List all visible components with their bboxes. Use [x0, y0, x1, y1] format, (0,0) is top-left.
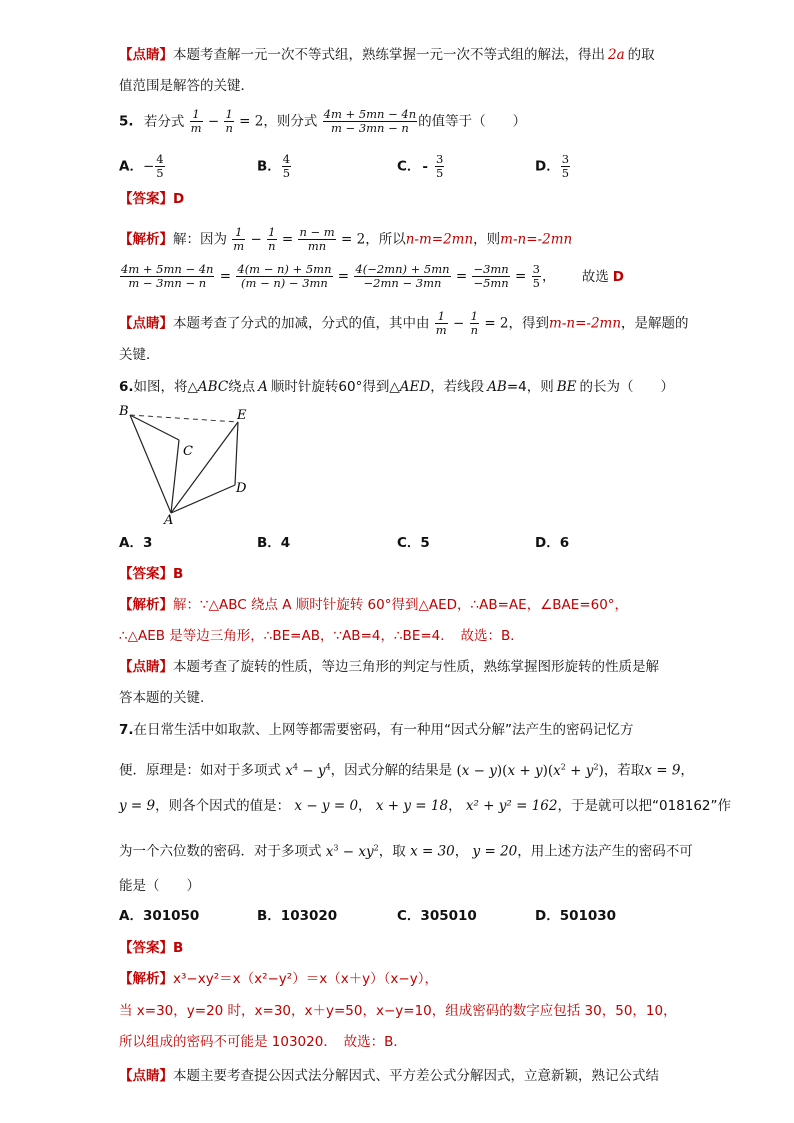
point-label-d: D	[236, 481, 247, 496]
q6-option-d[interactable]	[535, 534, 569, 552]
q7-y-value: y = 20	[472, 843, 518, 860]
option-sign: −	[142, 158, 155, 175]
q7-text: 便．原理是：如对于多项式	[119, 762, 281, 779]
q5-cond-eq: = 2	[239, 113, 264, 130]
option-letter: B．	[257, 908, 281, 924]
frac-den: n	[470, 323, 479, 337]
q5-analysis-line1: 【解析】解：因为 $\frac{1}{m}$ − $\frac{1}{n}$ = $\frac{n - m}{mn}$ = 2，所以n-m=2mn，则m-n=-2mn	[119, 225, 573, 253]
q6-analysis-line2	[119, 627, 524, 645]
q5-tip-line1: 【点睛】本题考查了分式的加减，分式的值，其中由 $\frac{1}{m}$ − $\frac{1}{n}$ = 2，得到m-n=-2mn，是解题的	[119, 309, 689, 337]
analysis-var2: m-n=-2mn	[500, 231, 573, 248]
frac-num: 4	[282, 152, 291, 166]
q6-option-a[interactable]	[119, 534, 152, 552]
analysis-frac-1m	[232, 226, 245, 253]
frac-num: 1	[232, 226, 245, 240]
tip-text2: ，得到	[508, 315, 550, 332]
q6-a: A	[258, 379, 268, 395]
q7-factor-result: $(x - y)(x + y)(x^2 + y^2)$	[456, 762, 604, 779]
option-letter: A．	[119, 158, 143, 175]
option-letter: B．	[257, 535, 281, 551]
frac-den: mn	[307, 239, 327, 253]
frac-num: 4	[156, 152, 164, 166]
tip-label: 【点睛】	[119, 315, 173, 332]
q6-stem-1: 如图，将△	[133, 379, 198, 395]
tip-var: m-n=-2mn	[549, 315, 622, 332]
analysis-then: ，则	[473, 231, 501, 248]
frac-den: 5	[436, 166, 444, 180]
q5-frac-1n	[224, 108, 233, 135]
q7-text: ，因式分解的结果是	[330, 762, 453, 779]
q6-ab: AB	[487, 379, 507, 395]
segment-ba	[130, 415, 171, 513]
q6-deg: 60°	[338, 379, 363, 395]
frac-den: m	[190, 121, 202, 135]
q6-option-c[interactable]	[397, 534, 430, 552]
frac-num: 4(−2mn) + 5mn	[355, 262, 450, 276]
frac-den: n	[225, 121, 233, 135]
option-sign: -	[422, 158, 429, 175]
q5-analysis-chain: $\frac{4m + 5mn - 4n}{m - 3mn - n}$ = $\frac{4(m - n) + 5mn}{(m - n) - 3mn}$ = $\frac{4(-2mn) + 5mn}{-2mn - 3mn}$ = $\frac{-3mn}{-5mn}$ = $\frac{3}{5}$ ， 故选 D	[121, 262, 624, 290]
q7-text: ，于是就可以把“018162”作	[557, 798, 732, 814]
analysis-text: 所以组成的密码不可能是 103020． 故选：B．	[119, 1034, 407, 1050]
q7-text: ，	[680, 762, 694, 779]
answer-label: 【答案】	[119, 566, 173, 582]
q7-text: 为一个六位数的密码．对于多项式	[119, 843, 322, 860]
q6-aed: AED	[399, 379, 431, 395]
frac-num: 1	[268, 225, 276, 239]
q6-abc: ABC	[197, 379, 229, 395]
frac-num: 3	[532, 262, 540, 276]
q4-tip-var: 2a	[608, 47, 625, 63]
analysis-frac-nm	[298, 226, 335, 253]
segment-ca	[171, 440, 179, 513]
point-label-b: B	[119, 404, 129, 419]
frac-den: m	[435, 323, 447, 337]
q6-stem-6: =4，则	[506, 379, 554, 395]
frac-den: n	[268, 239, 276, 253]
q7-text: 能是（ ）	[119, 878, 200, 894]
q7-text: ，若取	[603, 762, 645, 779]
q7-line2	[119, 758, 694, 780]
option-frac	[561, 153, 570, 180]
option-value: 3	[142, 535, 153, 551]
q7-analysis-line3	[119, 1033, 407, 1051]
analysis-text: 当 x=30，y=20 时，x=30，x＋y=50，x−y=10，组成密码的数字应包括 30，50，10，	[119, 1003, 677, 1019]
option-value: 6	[559, 535, 570, 551]
option-letter: D．	[535, 158, 560, 175]
q6-number: 6.	[119, 379, 134, 395]
q7-option-a[interactable]	[119, 907, 199, 925]
frac-den: (m − n) − 3mn	[241, 276, 328, 290]
tip-label: 【点睛】	[119, 659, 173, 675]
q6-geometry-figure	[116, 400, 266, 530]
q7-text: ，则各个因式的值是：	[155, 798, 291, 814]
q4-tip-line2-text: 值范围是解答的关键．	[119, 78, 254, 94]
option-frac	[435, 153, 444, 180]
analysis-so: ，所以	[365, 231, 406, 248]
frac-den: 5	[156, 166, 164, 180]
q5-number: 5.	[119, 113, 134, 130]
answer-value: B	[173, 566, 184, 582]
option-letter: A．	[119, 908, 143, 924]
option-letter: D．	[535, 535, 560, 551]
analysis-text: x³−xy²＝x（x²−y²）＝x（x＋y）（x−y），	[173, 971, 438, 987]
frac-num: 3	[561, 152, 570, 166]
tip-text3: ，是解题的	[621, 315, 689, 332]
q5-frac-1m	[190, 108, 203, 135]
q7-tip-line1	[119, 1067, 659, 1085]
frac-den: −5mn	[473, 276, 509, 290]
q5-big-frac	[323, 108, 417, 135]
answer-value: B	[173, 940, 184, 956]
q6-be: BE	[556, 379, 577, 395]
q7-poly1: $x^4 - y^4$	[285, 762, 331, 779]
q5-stem-text2: ，则分式	[263, 113, 318, 130]
q7-factor2: x + y = 18	[375, 798, 449, 814]
chain-frac-2	[236, 263, 332, 290]
q5-option-a[interactable]	[119, 153, 166, 180]
chain-frac-1	[120, 263, 214, 290]
frac-num: 1	[470, 309, 478, 323]
q7-line5	[119, 877, 200, 895]
q6-stem-7: 的长为（ ）	[579, 379, 675, 395]
option-letter: C．	[397, 908, 421, 924]
q7-factor1: x − y = 0	[294, 798, 359, 814]
analysis-text: ∴△AEB 是等边三角形，∴BE=AB，∵AB=4，∴BE=4． 故选：B．	[119, 628, 524, 644]
q4-tip-text-end: 的取	[627, 47, 655, 63]
analysis-eq-rhs: = 2	[341, 231, 366, 248]
option-letter: C．	[397, 158, 421, 175]
frac-den: m − 3mn − n	[330, 121, 409, 135]
option-value: 301050	[142, 908, 200, 924]
q6-stem-3: 顺时针旋转	[270, 379, 339, 395]
point-label-a: A	[164, 513, 174, 528]
tip-text: 本题主要考查提公因式法分解因式、平方差公式分解因式，立意新颖，熟记公式结	[173, 1068, 659, 1084]
analysis-label: 【解析】	[119, 597, 173, 613]
option-letter: B．	[257, 158, 281, 175]
q7-analysis-line2	[119, 1002, 677, 1020]
q6-stem-5: ，若线段	[430, 379, 485, 395]
q7-line3: y = 9，则各个因式的值是： x − y = 0， x + y = 18， x² + y² = 162，于是就可以把“018162”作	[119, 798, 732, 814]
q5-option-c[interactable]	[397, 153, 445, 180]
q6-option-b[interactable]	[257, 534, 290, 552]
frac-num: 1	[435, 310, 448, 324]
analysis-label: 【解析】	[119, 231, 173, 248]
q7-option-c[interactable]	[397, 907, 477, 925]
q7-number: 7.	[119, 722, 134, 738]
tip-eq: = 2	[484, 315, 509, 332]
choose-letter: D	[612, 268, 624, 285]
q7-text: ，取	[378, 843, 406, 860]
q4-tip-text: 本题考查解一元一次不等式组，熟练掌握一元一次不等式组的解法，得出	[173, 47, 605, 63]
option-value: 305010	[420, 908, 477, 924]
answer-value: D	[173, 191, 185, 207]
option-letter: A．	[119, 535, 143, 551]
analysis-label: 【解析】	[119, 971, 173, 987]
q6-tip-line1	[119, 658, 659, 676]
q7-answer	[119, 939, 183, 957]
analysis-var1: n-m=2mn	[405, 231, 474, 248]
tip-frac-1n	[470, 310, 479, 337]
tip-text: 答本题的关键.	[119, 690, 205, 706]
option-value: 501030	[559, 908, 617, 924]
segment-be-dashed	[130, 415, 238, 422]
chain-frac-4	[472, 263, 509, 290]
tip-line2-text: 关键．	[119, 347, 160, 363]
frac-den: −2mn − 3mn	[363, 276, 442, 290]
q5-option-b[interactable]	[257, 153, 292, 180]
point-label-e: E	[237, 408, 247, 423]
tip-text: 本题考查了旋转的性质，等边三角形的判定与性质，熟练掌握图形旋转的性质是解	[173, 659, 659, 675]
q7-y-value: y = 9	[119, 798, 156, 814]
q7-analysis-line1	[119, 970, 438, 988]
q7-factor3: x² + y² = 162	[465, 798, 558, 814]
frac-den: 5	[532, 276, 540, 290]
answer-label: 【答案】	[119, 940, 173, 956]
q5-tip-line2	[119, 346, 160, 364]
q5-stem: 5. 若分式 $\frac{1}{m}$ − $\frac{1}{n}$ = 2，则分式 $\frac{4m + 5mn - 4n}{m - 3mn - n}$ 的值等于（ ）	[119, 107, 527, 135]
q7-x-value: x = 30	[410, 843, 455, 860]
frac-num: 1	[225, 107, 233, 121]
q6-tip-line2	[119, 689, 204, 707]
q4-tip-line1	[119, 46, 655, 64]
q4-tip-line2	[119, 77, 254, 95]
q7-text: ，用上述方法产生的密码不可	[517, 843, 693, 860]
frac-den: m	[233, 239, 245, 253]
frac-den: m − 3mn − n	[128, 276, 207, 290]
option-value: 5	[420, 535, 430, 551]
tip-text: 本题考查了分式的加减，分式的值，其中由	[173, 315, 430, 332]
q6-analysis-line1	[119, 596, 628, 614]
chain-frac-5	[532, 263, 541, 290]
q5-stem-text3: 的值等于（ ）	[418, 113, 527, 130]
q7-line1-text: 在日常生活中如取款、上网等都需要密码，有一种用“因式分解”法产生的密码记忆方	[133, 722, 634, 738]
analysis-frac-1n	[267, 226, 276, 253]
frac-num: 4m + 5mn − 4n	[121, 262, 214, 276]
option-letter: D．	[535, 908, 560, 924]
frac-num: n − m	[299, 225, 335, 239]
frac-num: −3mn	[473, 262, 509, 276]
frac-num: 3	[436, 152, 444, 166]
option-letter: C．	[397, 535, 421, 551]
q7-option-d[interactable]	[535, 907, 616, 925]
tip-frac-1m	[435, 310, 448, 337]
frac-num: 4(m − n) + 5mn	[237, 262, 332, 276]
analysis-text: 解：因为	[173, 231, 227, 248]
tip-label: 【点睛】	[119, 1068, 173, 1084]
choose-text: 故选	[581, 268, 609, 285]
q5-option-d[interactable]	[535, 153, 571, 180]
segment-ed	[235, 422, 238, 485]
chain-frac-3	[354, 263, 450, 290]
q6-answer	[119, 565, 183, 583]
q5-stem-text1: 若分式	[143, 113, 185, 130]
q7-line4: 为一个六位数的密码．对于多项式 $x^3 - xy^2$，取 x = 30， y = 20，用上述方法产生的密码不可	[119, 843, 693, 860]
answer-label: 【答案】	[119, 191, 173, 207]
frac-den: 5	[282, 166, 291, 180]
q7-poly2: $x^3 - xy^2$	[325, 843, 379, 860]
option-frac	[155, 153, 164, 180]
frac-num: 4m + 5mn − 4n	[323, 107, 417, 121]
segment-ea	[171, 422, 238, 513]
q7-option-b[interactable]	[257, 907, 337, 925]
point-label-c: C	[183, 444, 193, 459]
q7-line1	[119, 721, 634, 739]
q6-stem	[119, 378, 674, 396]
frac-den: 5	[561, 166, 570, 180]
analysis-text: 解：∵△ABC 绕点 A 顺时针旋转 60°得到△AED，∴AB=AE，∠BAE=60°，	[173, 597, 629, 613]
tip-label: 【点睛】	[119, 47, 173, 63]
option-value: 103020	[280, 908, 338, 924]
q7-x-value: x = 9	[644, 762, 681, 779]
segment-bc	[130, 415, 179, 440]
option-value: 4	[280, 535, 291, 551]
q5-answer	[119, 190, 184, 208]
q6-stem-4: 得到△	[362, 379, 400, 395]
q6-stem-2: 绕点	[228, 379, 256, 395]
frac-num: 1	[190, 108, 203, 122]
option-frac	[282, 153, 291, 180]
